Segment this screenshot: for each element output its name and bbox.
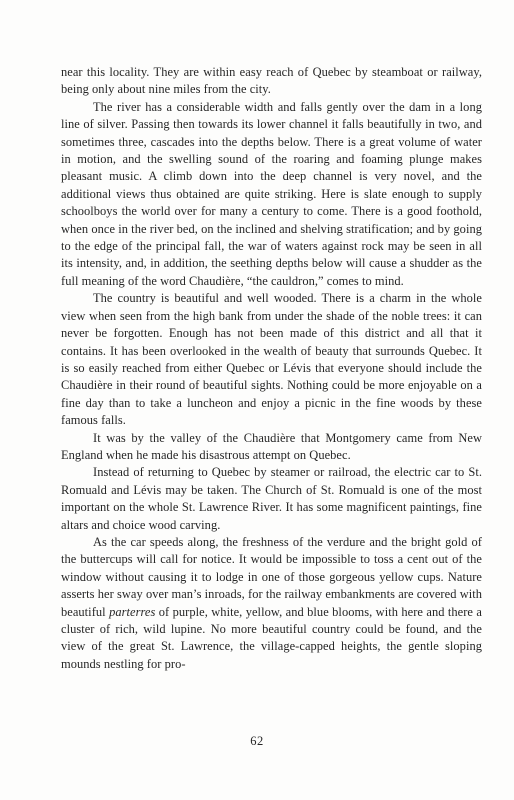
paragraph-country: The country is beautiful and well wooded. There is a charm in the whole view when seen from the high bank from under the shade of the noble trees: it can never be forgotten. Enough has not been made of this district and all that it contains. It has been overlooked in the wealth of beauty that surrounds Quebec. It is so easily reached from either Quebec or Lévis that everyone should include the Chaudière in their round of beautiful sights. Nothing could be more enjoyable on a fine day than to take a luncheon and enjoy a picnic in the fine woods by these famous falls. (61, 291, 482, 428)
italic-term: parterres (109, 604, 156, 619)
paragraph-car-speeds (61, 534, 482, 673)
paragraph-text-after: of purple, white, yellow, and blue blooms, with here and there a cluster of rich, wild lupine. No more beautiful country could be found, and the view of the great St. Lawrence, the village-capped heights, the gentle sloping mounds nestling for pro- (61, 604, 482, 671)
paragraph-continuation: near this locality. They are within easy reach of Quebec by steamboat or railway, being only about nine miles from the city. (61, 65, 482, 97)
page-number: 62 (250, 734, 264, 748)
paragraph-montgomery: It was by the valley of the Chaudière that Montgomery came from New England when he made his disastrous attempt on Quebec. (61, 430, 482, 462)
paragraph-river-falls: The river has a considerable width and falls gently over the dam in a long line of silver. Passing then towards its lower channel it falls beautifully in two, and sometimes three, cascades into the depths below. There is a great volume of water in motion, and the swelling sound of the roaring and foaming plunge makes pleasant music. A climb down into the deep channel is very novel, and the additional views thus obtained are quite striking. Here is slate enough to supply schoolboys the world over for many a century to come. There is a good foothold, when once in the river bed, on the inclined and shelving stratification; and by going to the edge of the principal fall, the war of waters against rock may be seen in all its intensity, and, in addition, the seething depths below will cause a shudder as the full meaning of the word Chaudière, “the cauldron,” comes to mind. (61, 99, 482, 288)
paragraph-text-before: As the car speeds along, the freshness of the verdure and the bright gold of the buttercups will call for notice. It would be impossible to toss a cent out of the window without causing it to lodge in one of those gorgeous yellow cups. Nature asserts her sway over man’s inroads, for the railway embankments are covered with beautiful (61, 534, 482, 619)
body-text (61, 64, 482, 673)
paragraph-st-romuald: Instead of returning to Quebec by steamer or railroad, the electric car to St. Romuald and Lévis may be taken. The Church of St. Romuald is one of the most important on the whole St. Lawrence River. It has some magnificent paintings, fine altars and choice wood carving. (61, 465, 482, 532)
